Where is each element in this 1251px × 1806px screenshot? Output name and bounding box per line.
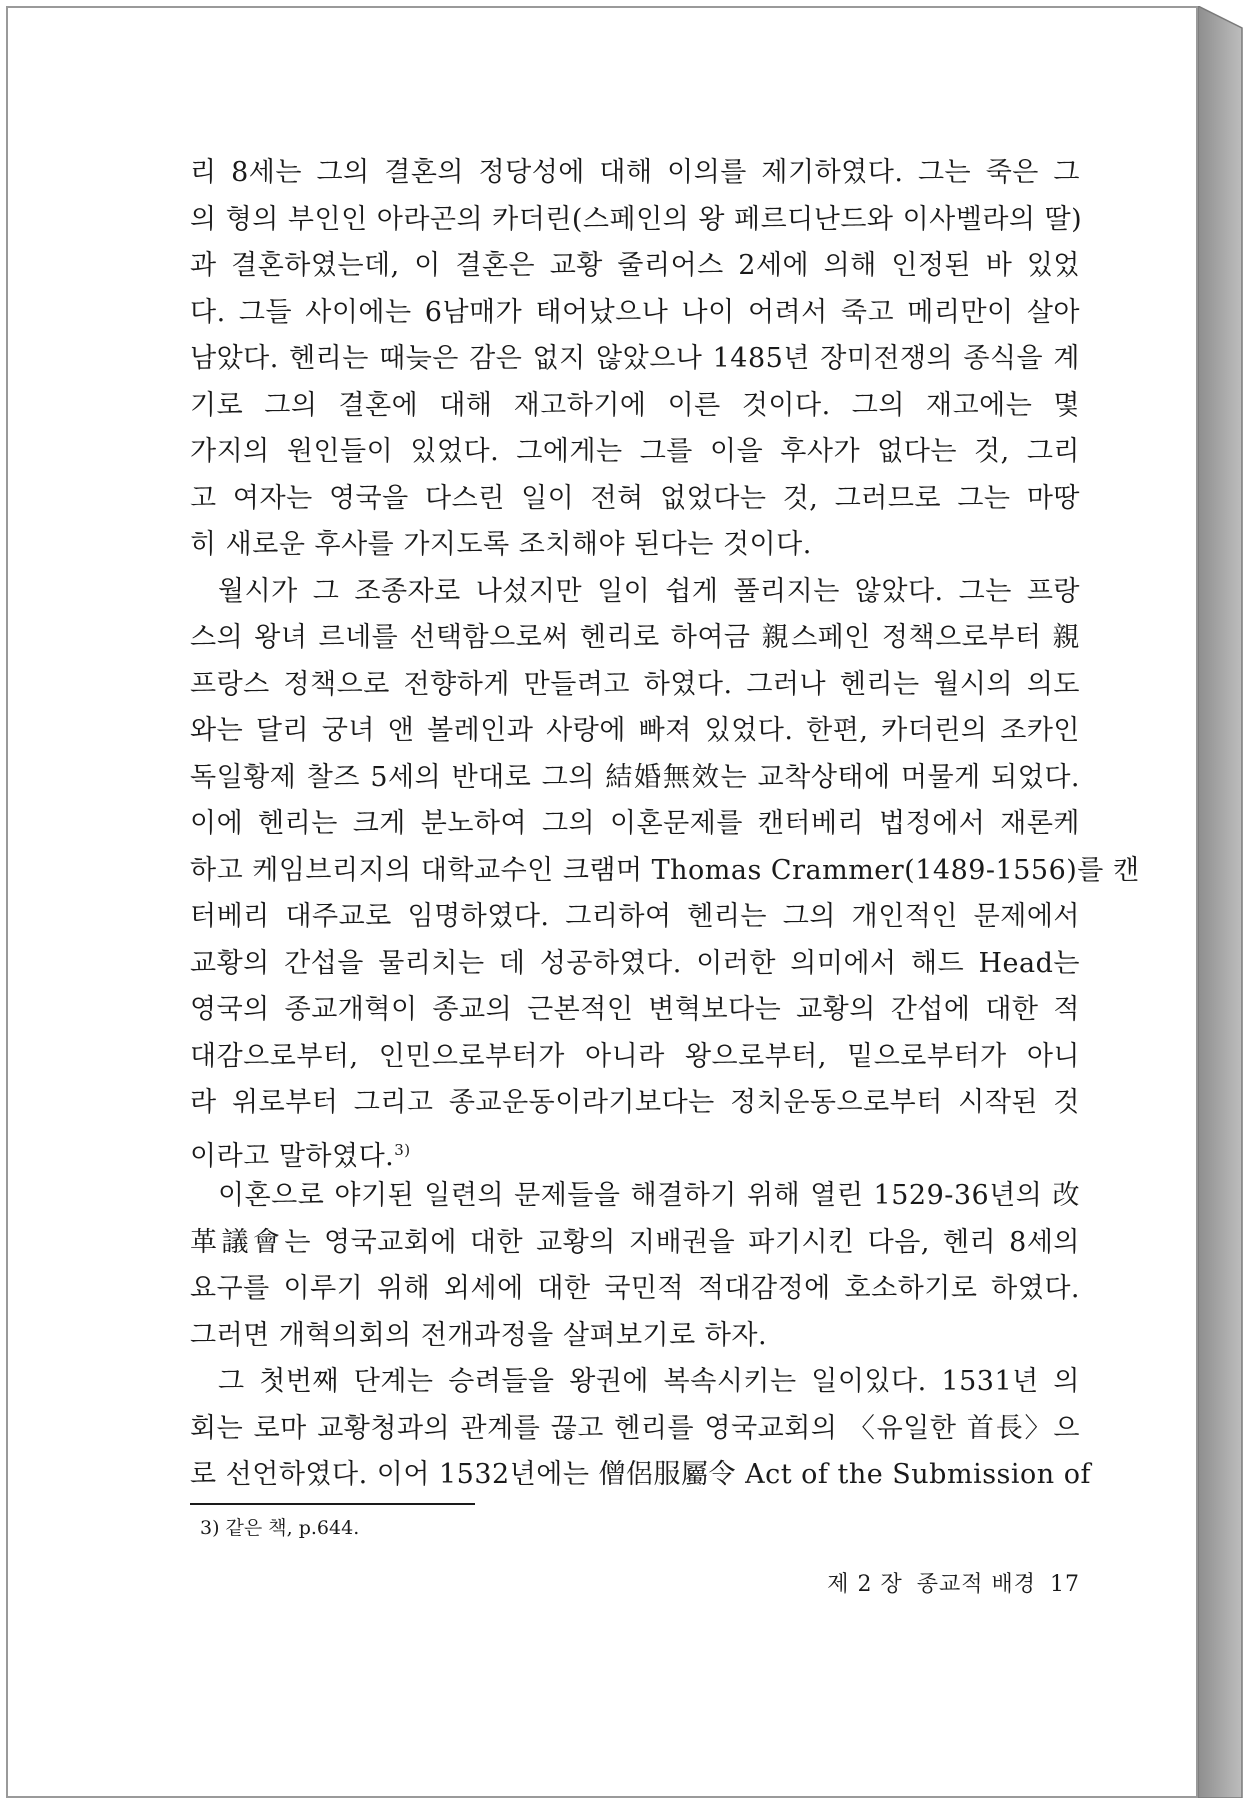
text-line: 가지의 원인들이 있었다. 그에게는 그를 이을 후사가 없다는 것, 그리 [190,436,1080,467]
running-footer [740,1567,1080,1598]
text-line: 와는 달리 궁녀 앤 볼레인과 사랑에 빠져 있었다. 한편, 카더린의 조카인 [190,715,1080,746]
text-line: 그러면 개혁의회의 전개과정을 살펴보기로 하자. [190,1319,768,1351]
text-line: 의 형의 부인인 아라곤의 카더린(스페인의 왕 페르디난드와 이사벨라의 딸) [190,203,1083,235]
text-line: 프랑스 정책으로 전향하게 만들려고 하였다. 그러나 헨리는 월시의 의도 [190,668,1080,700]
text-line: 월시가 그 조종자로 나섰지만 일이 쉽게 풀리지는 않았다. 그는 프랑 [218,575,1080,607]
text-line: 라 위로부터 그리고 종교운동이라기보다는 정치운동으로부터 시작된 것 [190,1087,1080,1118]
text-line: 로 선언하였다. 이어 1532년에는 僧侶服屬令 Act of the Submission of [190,1459,1092,1490]
text-line: 革議會는 영국교회에 대한 교황의 지배권을 파기시킨 다음, 헨리 8세의 [190,1226,1080,1258]
text-line: 이에 헨리는 크게 분노하여 그의 이혼문제를 캔터베리 법정에서 재론케 [190,808,1080,839]
text-line: 히 새로운 후사를 가지도록 조치해야 된다는 것이다. [190,529,812,560]
text-line: 하고 케임브리지의 대학교수인 크램머 Thomas Crammer(1489-1556)를 캔 [190,854,1140,886]
text-line-with-note [190,1127,1080,1174]
text-line: 그 첫번째 단계는 승려들을 왕권에 복속시키는 일이있다. 1531년 의 [218,1366,1080,1397]
text-line: 과 결혼하였는데, 이 결혼은 교황 줄리어스 2세에 의해 인정된 바 있었 [190,250,1080,281]
chapter-title: 종교적 배경 [916,1572,1036,1597]
text-line: 기로 그의 결혼에 대해 재고하기에 이른 것이다. 그의 재고에는 몇 [190,389,1080,421]
text-line: 독일황제 찰즈 5세의 반대로 그의 結婚無效는 교착상태에 머물게 되었다. [190,761,1080,793]
chapter-label: 제 2 장 [827,1572,903,1597]
text-line: 리 8세는 그의 결혼의 정당성에 대해 이의를 제기하였다. 그는 죽은 그 [190,157,1080,188]
text-line: 고 여자는 영국을 다스린 일이 전혀 없었다는 것, 그러므로 그는 마땅 [190,482,1080,514]
text-line: 남았다. 헨리는 때늦은 감은 없지 않았으나 1485년 장미전쟁의 종식을 계 [190,343,1080,374]
text-line: 터베리 대주교로 임명하였다. 그리하여 헨리는 그의 개인적인 문제에서 [190,901,1080,932]
text-line: 다. 그들 사이에는 6남매가 태어났으나 나이 어려서 죽고 메리만이 살아 [190,296,1080,328]
text-line: 영국의 종교개혁이 종교의 근본적인 변혁보다는 교황의 간섭에 대한 적 [190,994,1080,1025]
page-body [190,150,1140,1543]
text-line: 이혼으로 야기된 일련의 문제들을 해결하기 위해 열린 1529-36년의 改 [218,1180,1080,1211]
text-line: 교황의 간섭을 물리치는 데 성공하였다. 이러한 의미에서 해드 Head는 [190,947,1080,979]
text-line: 이라고 말하였다. [190,1140,395,1172]
footnote-reference: 3) [394,1140,411,1159]
text-line: 회는 로마 교황청과의 관계를 끊고 헨리를 영국교회의 〈유일한 首長〉으 [190,1412,1080,1444]
text-line: 요구를 이루기 위해 외세에 대한 국민적 적대감정에 호소하기로 하였다. [190,1273,1080,1304]
footnote-divider [190,1503,475,1505]
page-edge-shadow [1198,6,1246,1798]
footnote: 3) 같은 책, p.644. [200,1516,360,1539]
page-number: 17 [1050,1572,1080,1597]
text-line: 대감으로부터, 인민으로부터가 아니라 왕으로부터, 밑으로부터가 아니 [190,1040,1080,1072]
text-line: 스의 왕녀 르네를 선택함으로써 헨리로 하여금 親스페인 정책으로부터 親 [190,622,1080,653]
